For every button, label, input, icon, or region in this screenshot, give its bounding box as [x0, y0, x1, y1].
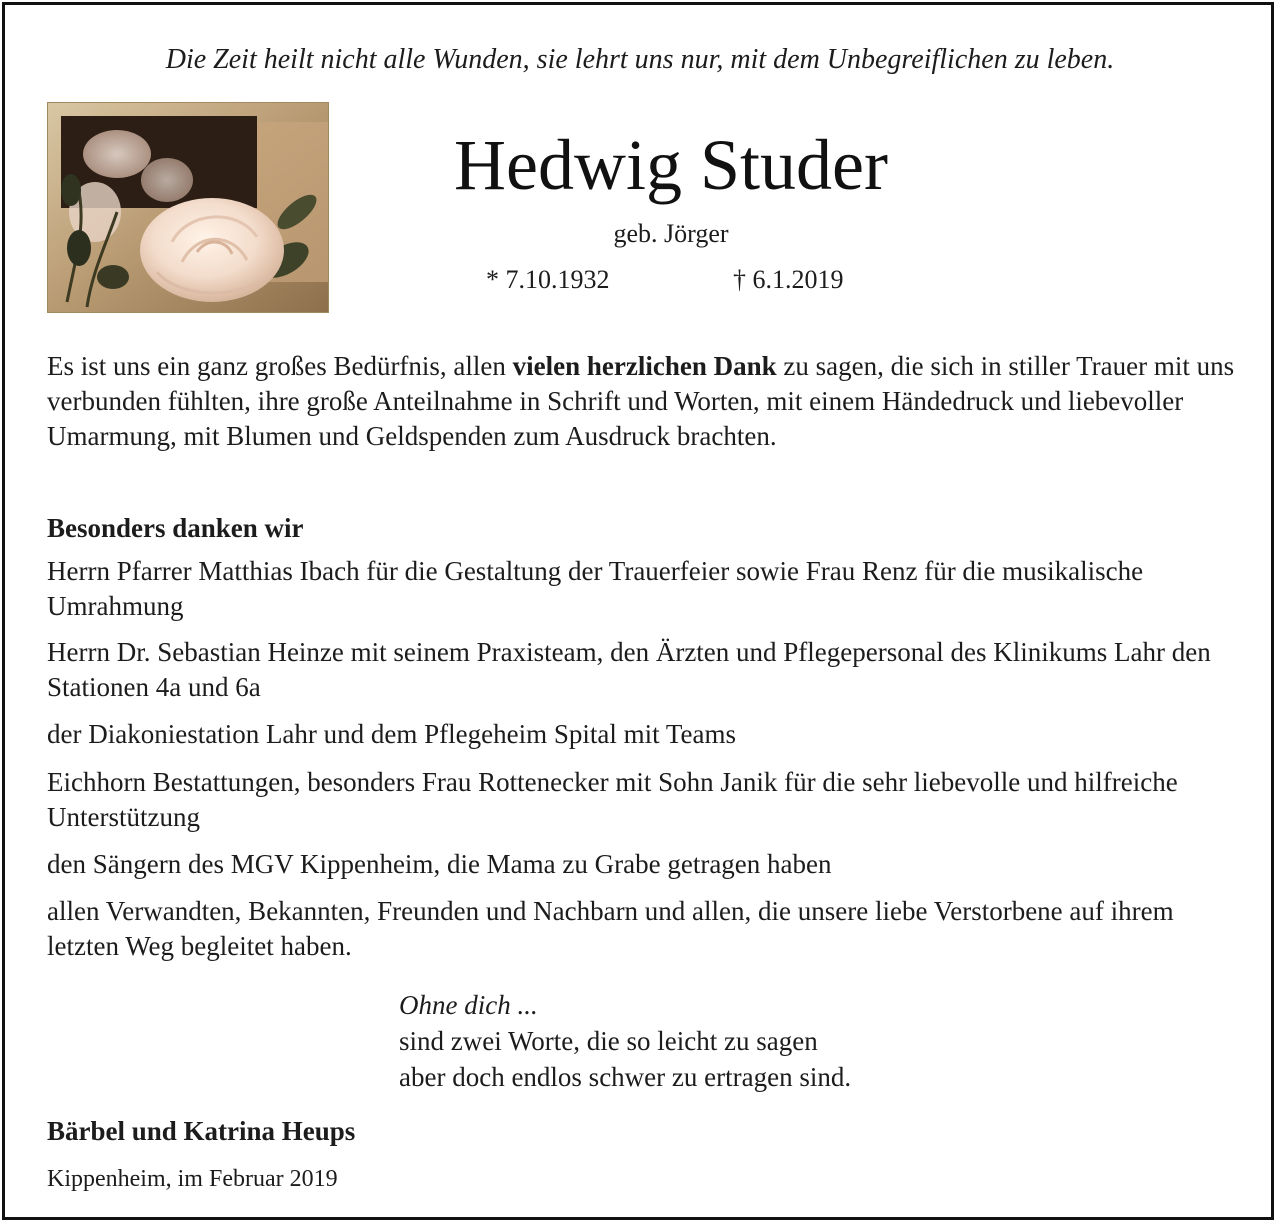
intro-paragraph	[47, 349, 1237, 454]
thanks-item: den Sängern des MGV Kippenheim, die Mama zu Grabe getragen haben	[47, 849, 832, 879]
poem	[399, 987, 851, 1095]
thanks-item: der Diakoniestation Lahr und dem Pflegeheim Spital mit Teams	[47, 719, 736, 749]
poem-line: aber doch endlos schwer zu ertragen sind.	[399, 1062, 852, 1092]
birth-date: * 7.10.1932	[486, 265, 610, 294]
intro-text-end: zu sagen, die sich in stiller Trauer mit uns verbunden fühlten, ihre große Anteilnahme in Schrift und Worten, mit einem Händedruck und liebevoller Umarmung, mit Blumen und Geldspenden zum Ausdruck brachten.	[47, 351, 1235, 451]
intro-text-start: Es ist uns ein ganz großes Bedürfnis, allen	[47, 351, 513, 381]
death-date: † 6.1.2019	[733, 265, 844, 294]
birth-name: geb. Jörger	[613, 219, 729, 248]
epigraph-quote: Die Zeit heilt nicht alle Wunden, sie lehrt uns nur, mit dem Unbegreiflichen zu leben.	[165, 44, 1115, 75]
signers: Bärbel und Katrina Heups	[47, 1116, 356, 1146]
thanks-item: allen Verwandten, Bekannten, Freunden und Nachbarn und allen, die unsere liebe Verstorbene auf ihrem letzten Weg begleitet haben.	[47, 896, 1174, 961]
deceased-name: Hedwig Studer	[454, 125, 888, 205]
thanks-item: Eichhorn Bestattungen, besonders Frau Rottenecker mit Sohn Janik für die sehr liebevolle und hilfreiche Unterstützung	[47, 767, 1178, 832]
thanks-heading: Besonders danken wir	[47, 513, 304, 543]
place-date: Kippenheim, im Februar 2019	[47, 1166, 338, 1192]
intro-text-emphasis: vielen herzlichen Dank	[512, 351, 777, 381]
thanks-item: Herrn Dr. Sebastian Heinze mit seinem Praxisteam, den Ärzten und Pflegepersonal des Klinikums Lahr den Stationen 4a und 6a	[47, 637, 1211, 702]
poem-line: Ohne dich ...	[399, 990, 538, 1020]
thanks-item: Herrn Pfarrer Matthias Ibach für die Gestaltung der Trauerfeier sowie Frau Renz für die musikalische Umrahmung	[47, 556, 1144, 621]
poem-line: sind zwei Worte, die so leicht zu sagen	[399, 1026, 818, 1056]
